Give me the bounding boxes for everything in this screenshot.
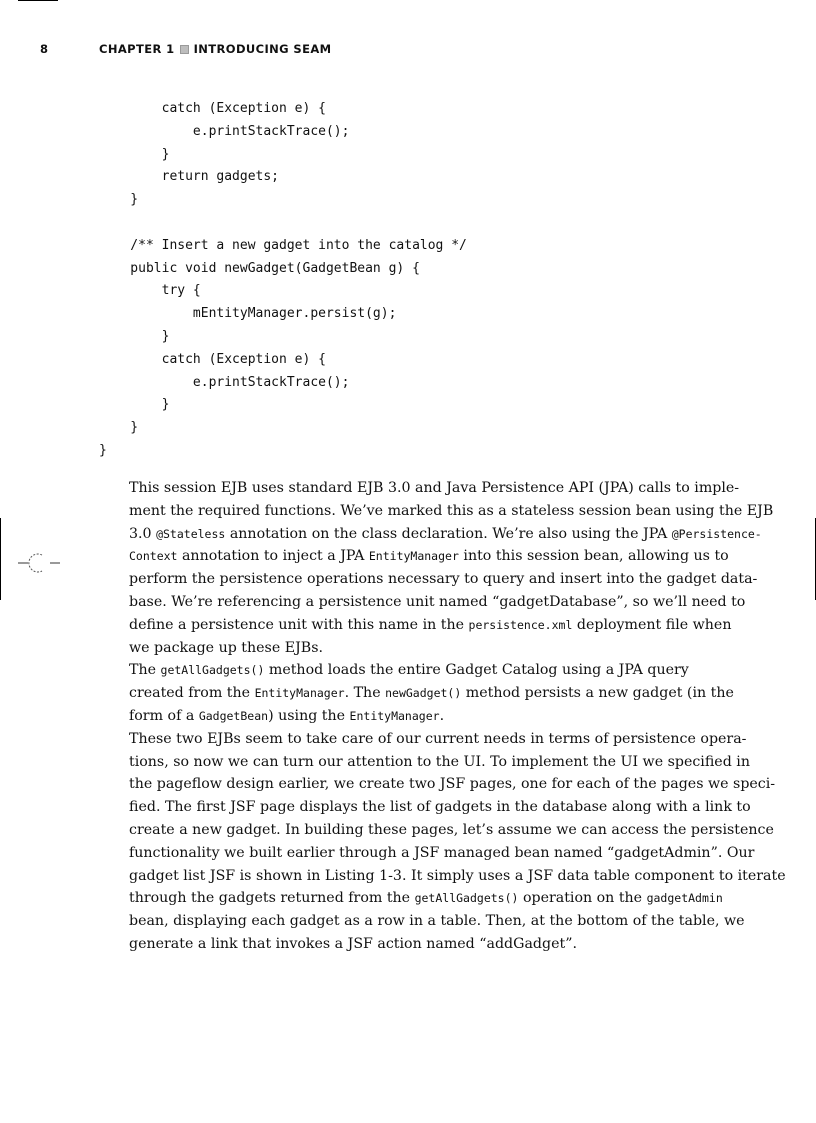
crop-mark-top bbox=[18, 0, 58, 1]
text-run: bean, displaying each gadget as a row in a table. Then, at the bottom of the table, we bbox=[129, 913, 745, 930]
text-line bbox=[99, 637, 719, 660]
code-line: } bbox=[99, 397, 170, 413]
code-line: } bbox=[99, 442, 107, 458]
text-line bbox=[99, 933, 719, 956]
square-separator-icon bbox=[180, 45, 189, 54]
paragraph bbox=[99, 477, 774, 659]
text-line bbox=[99, 500, 774, 523]
code-line: } bbox=[99, 328, 170, 344]
running-header bbox=[40, 42, 740, 58]
registration-mark-icon bbox=[18, 552, 62, 574]
text-line bbox=[99, 477, 740, 500]
paragraph bbox=[99, 659, 734, 727]
code-line: } bbox=[99, 146, 170, 162]
code-line: } bbox=[99, 420, 139, 436]
text-run: through the gadgets returned from the bbox=[129, 890, 415, 907]
code-line: e.printStackTrace(); bbox=[99, 374, 350, 390]
inline-code: Context bbox=[129, 549, 178, 564]
text-run: 3.0 bbox=[129, 525, 157, 542]
text-run: the pageflow design earlier, we create two JSF pages, one for each of the pages we speci- bbox=[129, 776, 776, 793]
text-run: functionality we built earlier through a JSF managed bean named “gadgetAdmin”. Our bbox=[129, 844, 755, 861]
text-line bbox=[99, 910, 745, 933]
code-line: try { bbox=[99, 283, 201, 299]
inline-code: EntityManager bbox=[349, 708, 440, 723]
code-line: e.printStackTrace(); bbox=[99, 123, 350, 139]
code-line: return gadgets; bbox=[99, 169, 280, 185]
code-line: /** Insert a new gadget into the catalog */ bbox=[99, 237, 467, 253]
text-run: fied. The first JSF page displays the list of gadgets in the database along with a link to bbox=[129, 799, 751, 816]
text-run: ) using the bbox=[268, 707, 350, 724]
text-line bbox=[99, 659, 719, 682]
code-listing bbox=[99, 98, 719, 463]
text-line bbox=[99, 796, 751, 819]
body-text bbox=[99, 477, 786, 956]
text-line bbox=[99, 842, 755, 865]
text-run: operation on the bbox=[518, 890, 647, 907]
crop-mark-left bbox=[0, 518, 1, 600]
text-run: The bbox=[129, 662, 161, 679]
text-run: annotation to inject a JPA bbox=[177, 548, 369, 565]
text-run: ment the required functions. We’ve marked this as a stateless session bean using the EJB bbox=[129, 502, 774, 519]
page-number: 8 bbox=[40, 42, 49, 56]
text-line bbox=[99, 614, 732, 637]
text-line bbox=[99, 728, 747, 751]
text-line bbox=[99, 682, 734, 705]
text-line bbox=[99, 705, 719, 728]
text-run: into this session bean, allowing us to bbox=[458, 548, 729, 565]
text-line bbox=[99, 523, 762, 546]
inline-code: persistence.xml bbox=[468, 617, 573, 632]
code-line bbox=[99, 212, 719, 235]
text-run: created from the bbox=[129, 685, 255, 702]
text-run: . bbox=[439, 707, 445, 724]
text-run: base. We’re referencing a persistence unit named “gadgetDatabase”, so we’ll need to bbox=[129, 593, 746, 610]
inline-code: GadgetBean bbox=[198, 708, 269, 723]
inline-code: EntityManager bbox=[254, 686, 345, 701]
code-line: mEntityManager.persist(g); bbox=[99, 306, 397, 322]
code-line: catch (Exception e) { bbox=[99, 101, 326, 116]
text-run: method loads the entire Gadget Catalog using a JPA query bbox=[264, 662, 689, 679]
text-line bbox=[99, 568, 758, 591]
inline-code: newGadget() bbox=[385, 686, 462, 701]
text-run: create a new gadget. In building these pages, let’s assume we can access the persistence bbox=[129, 821, 774, 838]
text-run: gadget list JSF is shown in Listing 1-3. It simply uses a JSF data table component to iterate bbox=[129, 867, 786, 884]
inline-code: getAllGadgets() bbox=[160, 663, 265, 678]
code-line: catch (Exception e) { bbox=[99, 351, 326, 367]
text-run: form of a bbox=[129, 707, 199, 724]
text-run: perform the persistence operations necessary to query and insert into the gadget data- bbox=[129, 571, 758, 588]
text-run: tions, so now we can turn our attention to the UI. To implement the UI we specified in bbox=[129, 753, 750, 770]
text-run: method persists a new gadget (in the bbox=[461, 685, 734, 702]
inline-code: EntityManager bbox=[368, 549, 459, 564]
text-line bbox=[99, 545, 729, 568]
code-line: } bbox=[99, 192, 139, 208]
chapter-title: INTRODUCING SEAM bbox=[193, 42, 332, 56]
text-run: annotation on the class declaration. We’re also using the JPA bbox=[225, 525, 672, 542]
text-run: generate a link that invokes a JSF action named “addGadget”. bbox=[129, 935, 577, 952]
chapter-label: CHAPTER 1 bbox=[99, 42, 175, 56]
text-line bbox=[99, 865, 786, 888]
text-line bbox=[99, 591, 746, 614]
paragraph bbox=[99, 728, 786, 956]
inline-code: @Persistence- bbox=[671, 526, 762, 541]
code-line: public void newGadget(GadgetBean g) { bbox=[99, 260, 420, 276]
text-run: . The bbox=[344, 685, 386, 702]
text-run: define a persistence unit with this name in the bbox=[129, 616, 469, 633]
text-line bbox=[99, 751, 750, 774]
inline-code: gadgetAdmin bbox=[646, 891, 723, 906]
text-run: deployment file when bbox=[572, 616, 732, 633]
chapter-heading bbox=[99, 42, 332, 56]
text-line bbox=[99, 887, 723, 910]
text-line bbox=[99, 773, 776, 796]
text-run: These two EJBs seem to take care of our current needs in terms of persistence opera- bbox=[129, 730, 747, 747]
inline-code: @Stateless bbox=[156, 526, 226, 541]
inline-code: getAllGadgets() bbox=[414, 891, 519, 906]
text-run: This session EJB uses standard EJB 3.0 and Java Persistence API (JPA) calls to imple- bbox=[129, 480, 740, 496]
text-line bbox=[99, 819, 774, 842]
text-run: we package up these EJBs. bbox=[129, 639, 323, 656]
